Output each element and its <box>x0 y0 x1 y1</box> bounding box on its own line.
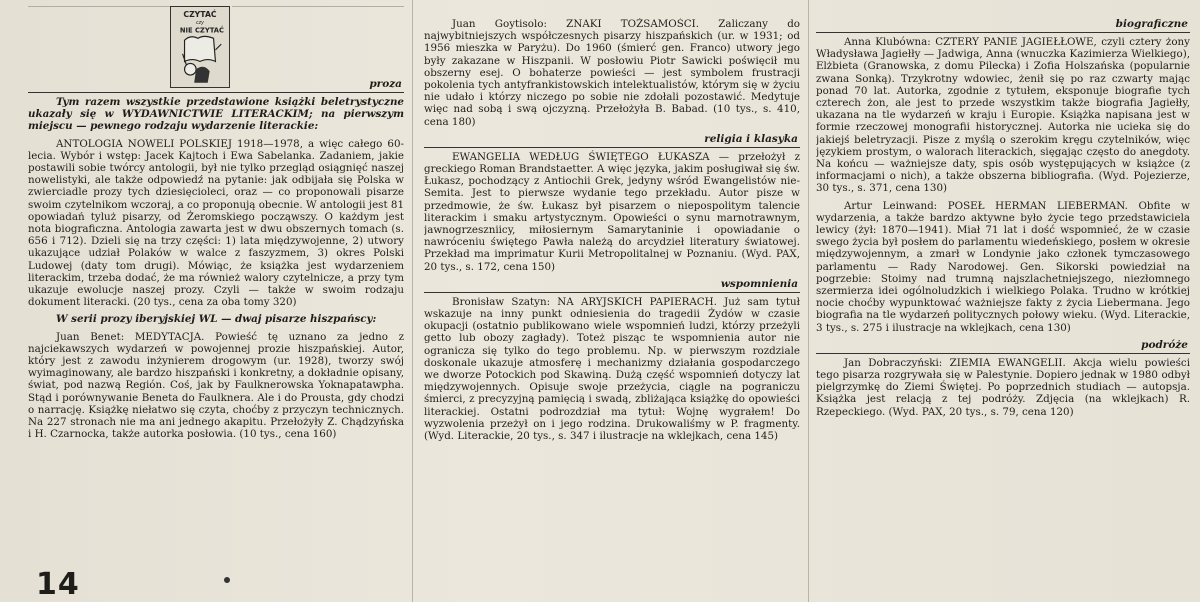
logo-line1: CZYTAĆ <box>183 10 217 20</box>
column-left <box>28 6 404 566</box>
column-divider <box>412 0 413 602</box>
review-szatyn: Bronisław Szatyn: NA ARYJSKICH PAPIERACH. Już sam tytuł wskazuje na inny punkt odniesienia do tragedii Żydów w czasie okupacji (ostatnio publikowano wiele wspomnień ludzi, którzy przeżyli getto lub obozy zagłady). Toteż pisząc te wspomnienia autor nie ogranicza się tylko do tego problemu. Np. w pierwszym rozdziale doskonale ukazuje atmosferę i mechanizmy działania gospodarczego we dworze Potockich pod Skawiną. Dużą część wspomnień dotyczy lat międzywojennych. Opisuje swoje przeżycia, ciągle na pograniczu śmierci, z precyzyjną pamięcią i swadą, zbliżająca książkę do opowieści literackiej. Ostatni podrozdział ma tytuł: Wojnę wygrałem! Do wyzwolenia przeżył on i jego rodzina. Drukowaliśmy w P. fragmenty. (Wyd. Literackie, 20 tys., s. 347 i ilustracje na wklejkach, cena 145) <box>424 295 800 443</box>
logo-line2: czy <box>195 20 205 26</box>
column-middle <box>424 18 800 602</box>
logo-line3: NIE CZYTAĆ <box>179 26 224 35</box>
section-heading-proza: proza <box>28 78 404 93</box>
section-heading-religia: religia i klasyka <box>424 133 800 148</box>
review-dobraczynski: Jan Dobraczyński: ZIEMIA EWANGELII. Akcja wielu powieści tego pisarza rozgrywała się w Palestynie. Dopiero jednak w 1980 odbył pielgrzymkę do Ziemi Świętej. Po poprzednich studiach — autopsja. Książka jest relacją z tej podróży. Zdjęcia (na wklejkach) R. Rzepeckiego. (Wyd. PAX, 20 tys., s. 79, cena 120) <box>816 356 1190 418</box>
review-klubowna: Anna Klubówna: CZTERY PANIE JAGIEŁŁOWE, czyli cztery żony Władysława Jagiełły — Jadwiga, Anna (wnuczka Kazimierza Wielkiego), Elżbieta (Granowska, z domu Pilecka) i Zofia Holszańska (popularnie zwana Sonką). Trzykrotny wdowiec, żenił się po raz czwarty mając ponad 70 lat. Autorka, zgodnie z tytułem, eksponuje biografie tych czterech żon, ale jest to przede wszystkim także biografia Jagiełły, ukazana na tle wydarzeń w kraju i Europie. Książka napisana jest w formie rzeczowej monografii historycznej. Autorka nie ucieka się do jakiejś beletryzacji. Pisze z myślą o szerokim kręgu czytelników, więc językiem prostym, o walorach literackich, sięgając często do anegdoty. Na końcu — ważniejsze daty, spis osób występujących w książce (z informacjami o nich), a także obszerna bibliografia. (Wyd. Pojezierze, 30 tys., s. 371, cena 130) <box>816 36 1190 195</box>
section-heading-wspomnienia: wspomnienia <box>424 278 800 293</box>
review-anthology: ANTOLOGIA NOWELI POLSKIEJ 1918—1978, a więc całego 60-lecia. Wybór i wstęp: Jacek Kajtoch i Ewa Sabelanka. Zadaniem, jakie postawili sobie twórcy antologii, był nie tylko przegląd osiągnięć naszej nowelistyki, ale także odpowiedź na pytanie: jak odbijała się Polska w zwierciadle prozy tych dziesięcioleci, oraz — co proponowali pisarze swoim czytelnikom wczoraj, a co proponują obecnie. W antologii jest 81 opowiadań tyluż pisarzy, od Żeromskiego począwszy. O każdym jest nota biograficzna. Antologia zawarta jest w dwu obszernych tomach (s. 656 i 712). Dzieli się na trzy części: 1) lata międzywojenne, 2) utwory ukazujące udział Polaków w walce z faszyzmem, 3) okres Polski Ludowej (daty tom drugi). Mówiąc, że książka jest wydarzeniem literackim, trzeba dodać, że ma również walory czytelnicze, a przy tym ukazuje ewolucje naszej prozy. Czyli — także w swoim rodzaju dokument literacki. (20 tys., cena za oba tomy 320) <box>28 137 404 309</box>
column-right <box>816 18 1190 602</box>
column-divider <box>808 0 809 602</box>
bullet-dot <box>224 577 230 583</box>
review-ewangelia: EWANGELIA WEDŁUG ŚWIĘTEGO ŁUKASZA — przełożył z greckiego Roman Brandstaetter. A więc języka, jakim posługiwał się św. Łukasz, pochodzący z Antiochii Grek, jedyny wśród Ewangelistów nie-Semita. Jest to pierwsze wydanie tego przekładu. Autor pisze w przedmowie, że św. Łukasz był pisarzem o niepospolitym talencie literackim i smaku artystycznym. Opowieści o synu marnotrawnym, jawnogrzeszniicy, miłosiernym Samarytaninie i opowiadanie o nawróceniu świętego Pawła należą do arcydzieł literatury światowej. Przekład ma imprimatur Kurii Metropolitalnej w Poznaniu. (Wyd. PAX, 20 tys., s. 172, cena 150) <box>424 150 800 273</box>
section-heading-podroze: podróże <box>816 339 1190 354</box>
intro-paragraph: Tym razem wszystkie przedstawione książki beletrystyczne ukazały się w WYDAWNICTWIE LITERACKIM; na pierwszym miejscu — pewnego rodzaju wydarzenie literackie: <box>28 96 404 133</box>
review-goytisolo: Juan Goytisolo: ZNAKI TOŻSAMOŚCI. Zaliczany do najwybitniejszych współczesnych pisarzy hiszpańskich (ur. w 1931; od 1956 mieszka w Paryżu). Do 1960 (śmierć gen. Franco) utwory jego były zakazane w Hiszpanii. W posłowiu Piotr Sawicki poświęcił mu obszerny esej. O bohaterze powieści — jest symbolem frustracji pokolenia tych antyfrankistowskich intelektualistów, którym się w życiu nie udało i którzy niczego po sobie nie zdołali pozostawić. Medytuje więc nad sobą i swą ojczyzną. Przełożyła B. Babad. (10 tys., s. 410, cena 180) <box>424 18 800 128</box>
review-leinwand: Artur Leinwand: POSEŁ HERMAN LIEBERMAN. Obfite w wydarzenia, a także bardzo aktywne było życie tego przedstawiciela lewicy (żył: 1870—1941). Miał 71 lat i dość wspomnieć, że w czasie swego życia był posłem do parlamentu wiedeńskiego, posłem w okresie międzywojennym, a zmarł w Londynie jako członek tymczasowego parlamentu — Rady Narodowej. Gen. Sikorski powiedział na pogrzebie: Stoimy nad trumną najszlachetniejszego, niezłomnego szermierza idei ogólnoludzkich i wielkiego Polaka. Trudno w krótkiej nocie choćby wypunktować ważniejsze fakty z życia Liebermana. Jego biografia na tle wydarzeń politycznych połowy wieku. (Wyd. Literackie, 3 tys., s. 275 i ilustracje na wklejkach, cena 130) <box>816 199 1190 334</box>
review-benet: Juan Benet: MEDYTACJA. Powieść tę uznano za jedno z najciekawszych wydarzeń w powojennej prozie hiszpańskiej. Autor, który jest z zawodu inżynierem drogowym (ur. 1928), tworzy swój wyimaginowany, ale bardzo hiszpański i konkretny, a dokładnie opisany, świat, pod nazwą Región. Coś, jak by Faulknerowska Yoknapatawpha. Stąd i porównywanie Beneta do Faulknera. Ale i do Prousta, gdy chodzi o narrację. Książkę niełatwo się czyta, choćby z przyczyn technicznych. Na 227 stronach nie ma ani jednego akapitu. Przełożyły Z. Chądzyńska i H. Czarnocka, także autorka posłowia. (10 tys., cena 160) <box>28 330 404 441</box>
series-note: W serii prozy iberyjskiej WL — dwaj pisarze hiszpańscy: <box>56 313 377 326</box>
page-number: 14 <box>36 567 80 602</box>
section-heading-biograficzne: biograficzne <box>816 18 1190 33</box>
